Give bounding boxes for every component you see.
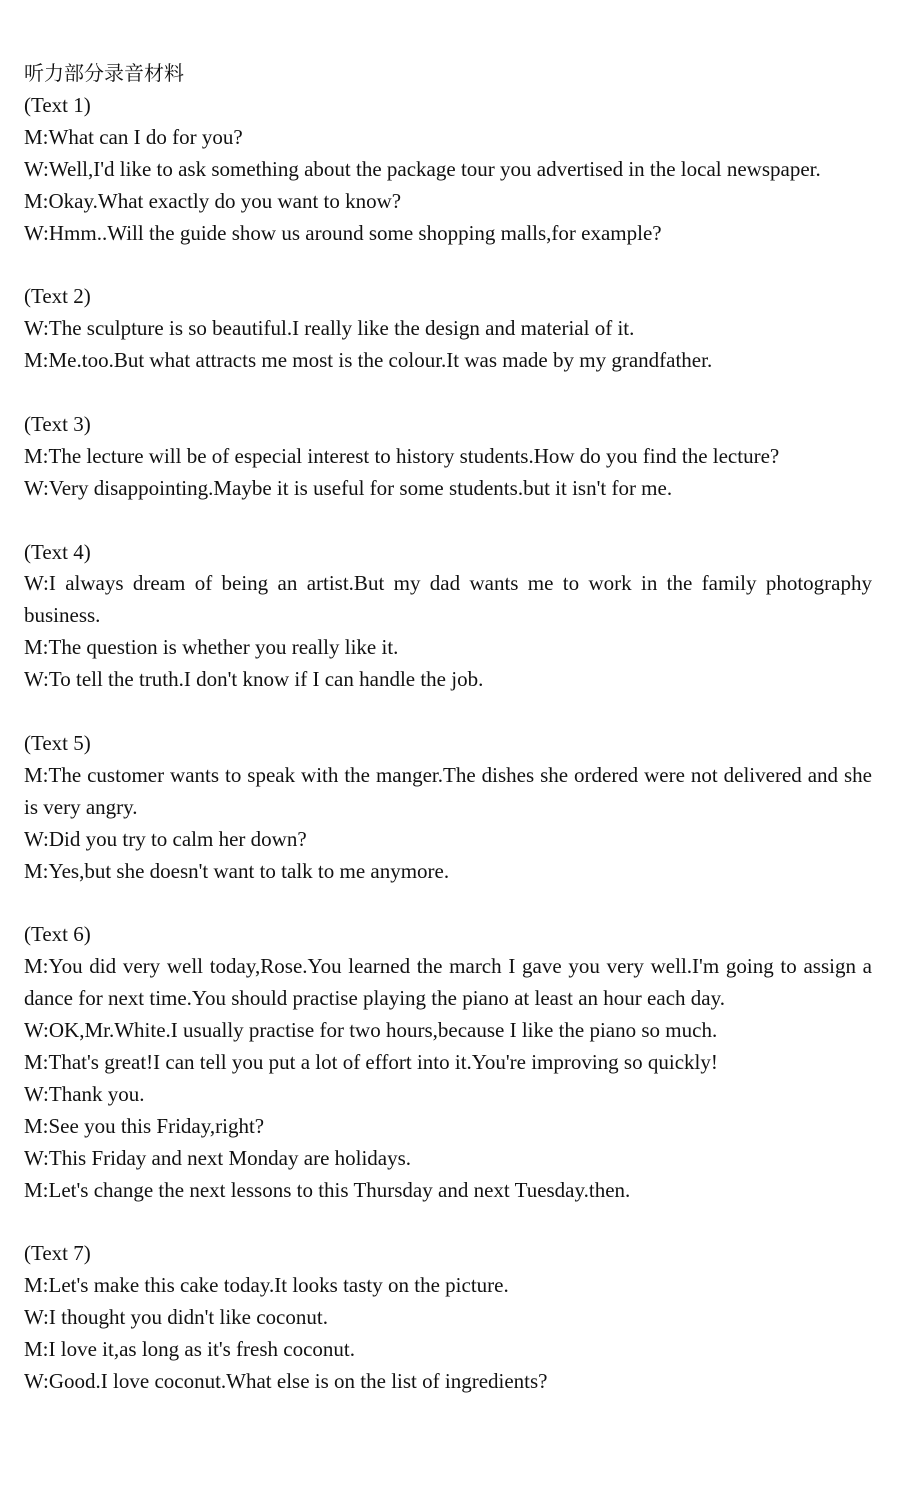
dialogue-line: M:The customer wants to speak with the manger.The dishes she ordered were not delivered and she is very angry. [24,762,872,819]
text-section-7 [24,1238,872,1398]
text-section-1 [24,90,872,250]
text-label: (Text 4) [24,539,91,564]
text-label: (Text 3) [24,411,91,436]
dialogue-line: W:Well,I'd like to ask something about the package tour you advertised in the local newspaper. [24,156,821,181]
dialogue-line: W:Very disappointing.Maybe it is useful for some students.but it isn't for me. [24,475,673,500]
dialogue-line: W:To tell the truth.I don't know if I can handle the job. [24,667,484,692]
page-title: 听力部分录音材料 [24,61,184,85]
text-section-4 [24,537,872,697]
dialogue-line: M:Let's change the next lessons to this Thursday and next Tuesday.then. [24,1177,631,1202]
dialogue-line: W:Good.I love coconut.What else is on the list of ingredients? [24,1369,548,1394]
dialogue-line: W:The sculpture is so beautiful.I really like the design and material of it. [24,316,635,341]
text-section-3 [24,409,872,505]
dialogue-line: M:See you this Friday,right? [24,1113,265,1138]
dialogue-line: M:Okay.What exactly do you want to know? [24,188,402,213]
dialogue-line: W:Hmm..Will the guide show us around some shopping malls,for example? [24,220,662,245]
dialogue-line: M:Me.too.But what attracts me most is the colour.It was made by my grandfather. [24,348,713,373]
dialogue-line: M:I love it,as long as it's fresh coconut. [24,1337,355,1362]
dialogue-line: M:You did very well today,Rose.You learned the march I gave you very well.I'm going to assign a dance for next time.You should practise playing the piano at least an hour each day. [24,954,872,1011]
dialogue-line: M:Let's make this cake today.It looks tasty on the picture. [24,1273,509,1298]
text-label: (Text 1) [24,92,91,117]
dialogue-line: M:The question is whether you really like it. [24,635,399,660]
text-section-6 [24,919,872,1206]
dialogue-line: M:What can I do for you? [24,124,243,149]
dialogue-line: M:The lecture will be of especial interest to history students.How do you find the lecture? [24,443,780,468]
text-section-2 [24,281,872,377]
dialogue-line: W:Did you try to calm her down? [24,826,307,851]
dialogue-line: W:I thought you didn't like coconut. [24,1305,328,1330]
text-label: (Text 7) [24,1241,91,1266]
text-label: (Text 5) [24,730,91,755]
text-label: (Text 2) [24,284,91,309]
dialogue-line: W:I always dream of being an artist.But my dad wants me to work in the family photography business. [24,571,872,628]
dialogue-line: W:OK,Mr.White.I usually practise for two hours,because I like the piano so much. [24,1018,718,1043]
dialogue-line: M:That's great!I can tell you put a lot of effort into it.You're improving so quickly! [24,1050,718,1074]
text-section-5 [24,728,872,888]
text-label: (Text 6) [24,922,91,947]
dialogue-line: W:This Friday and next Monday are holidays. [24,1145,412,1170]
dialogue-line: M:Yes,but she doesn't want to talk to me anymore. [24,858,450,883]
transcript-page [24,58,872,1398]
dialogue-line: W:Thank you. [24,1081,145,1106]
